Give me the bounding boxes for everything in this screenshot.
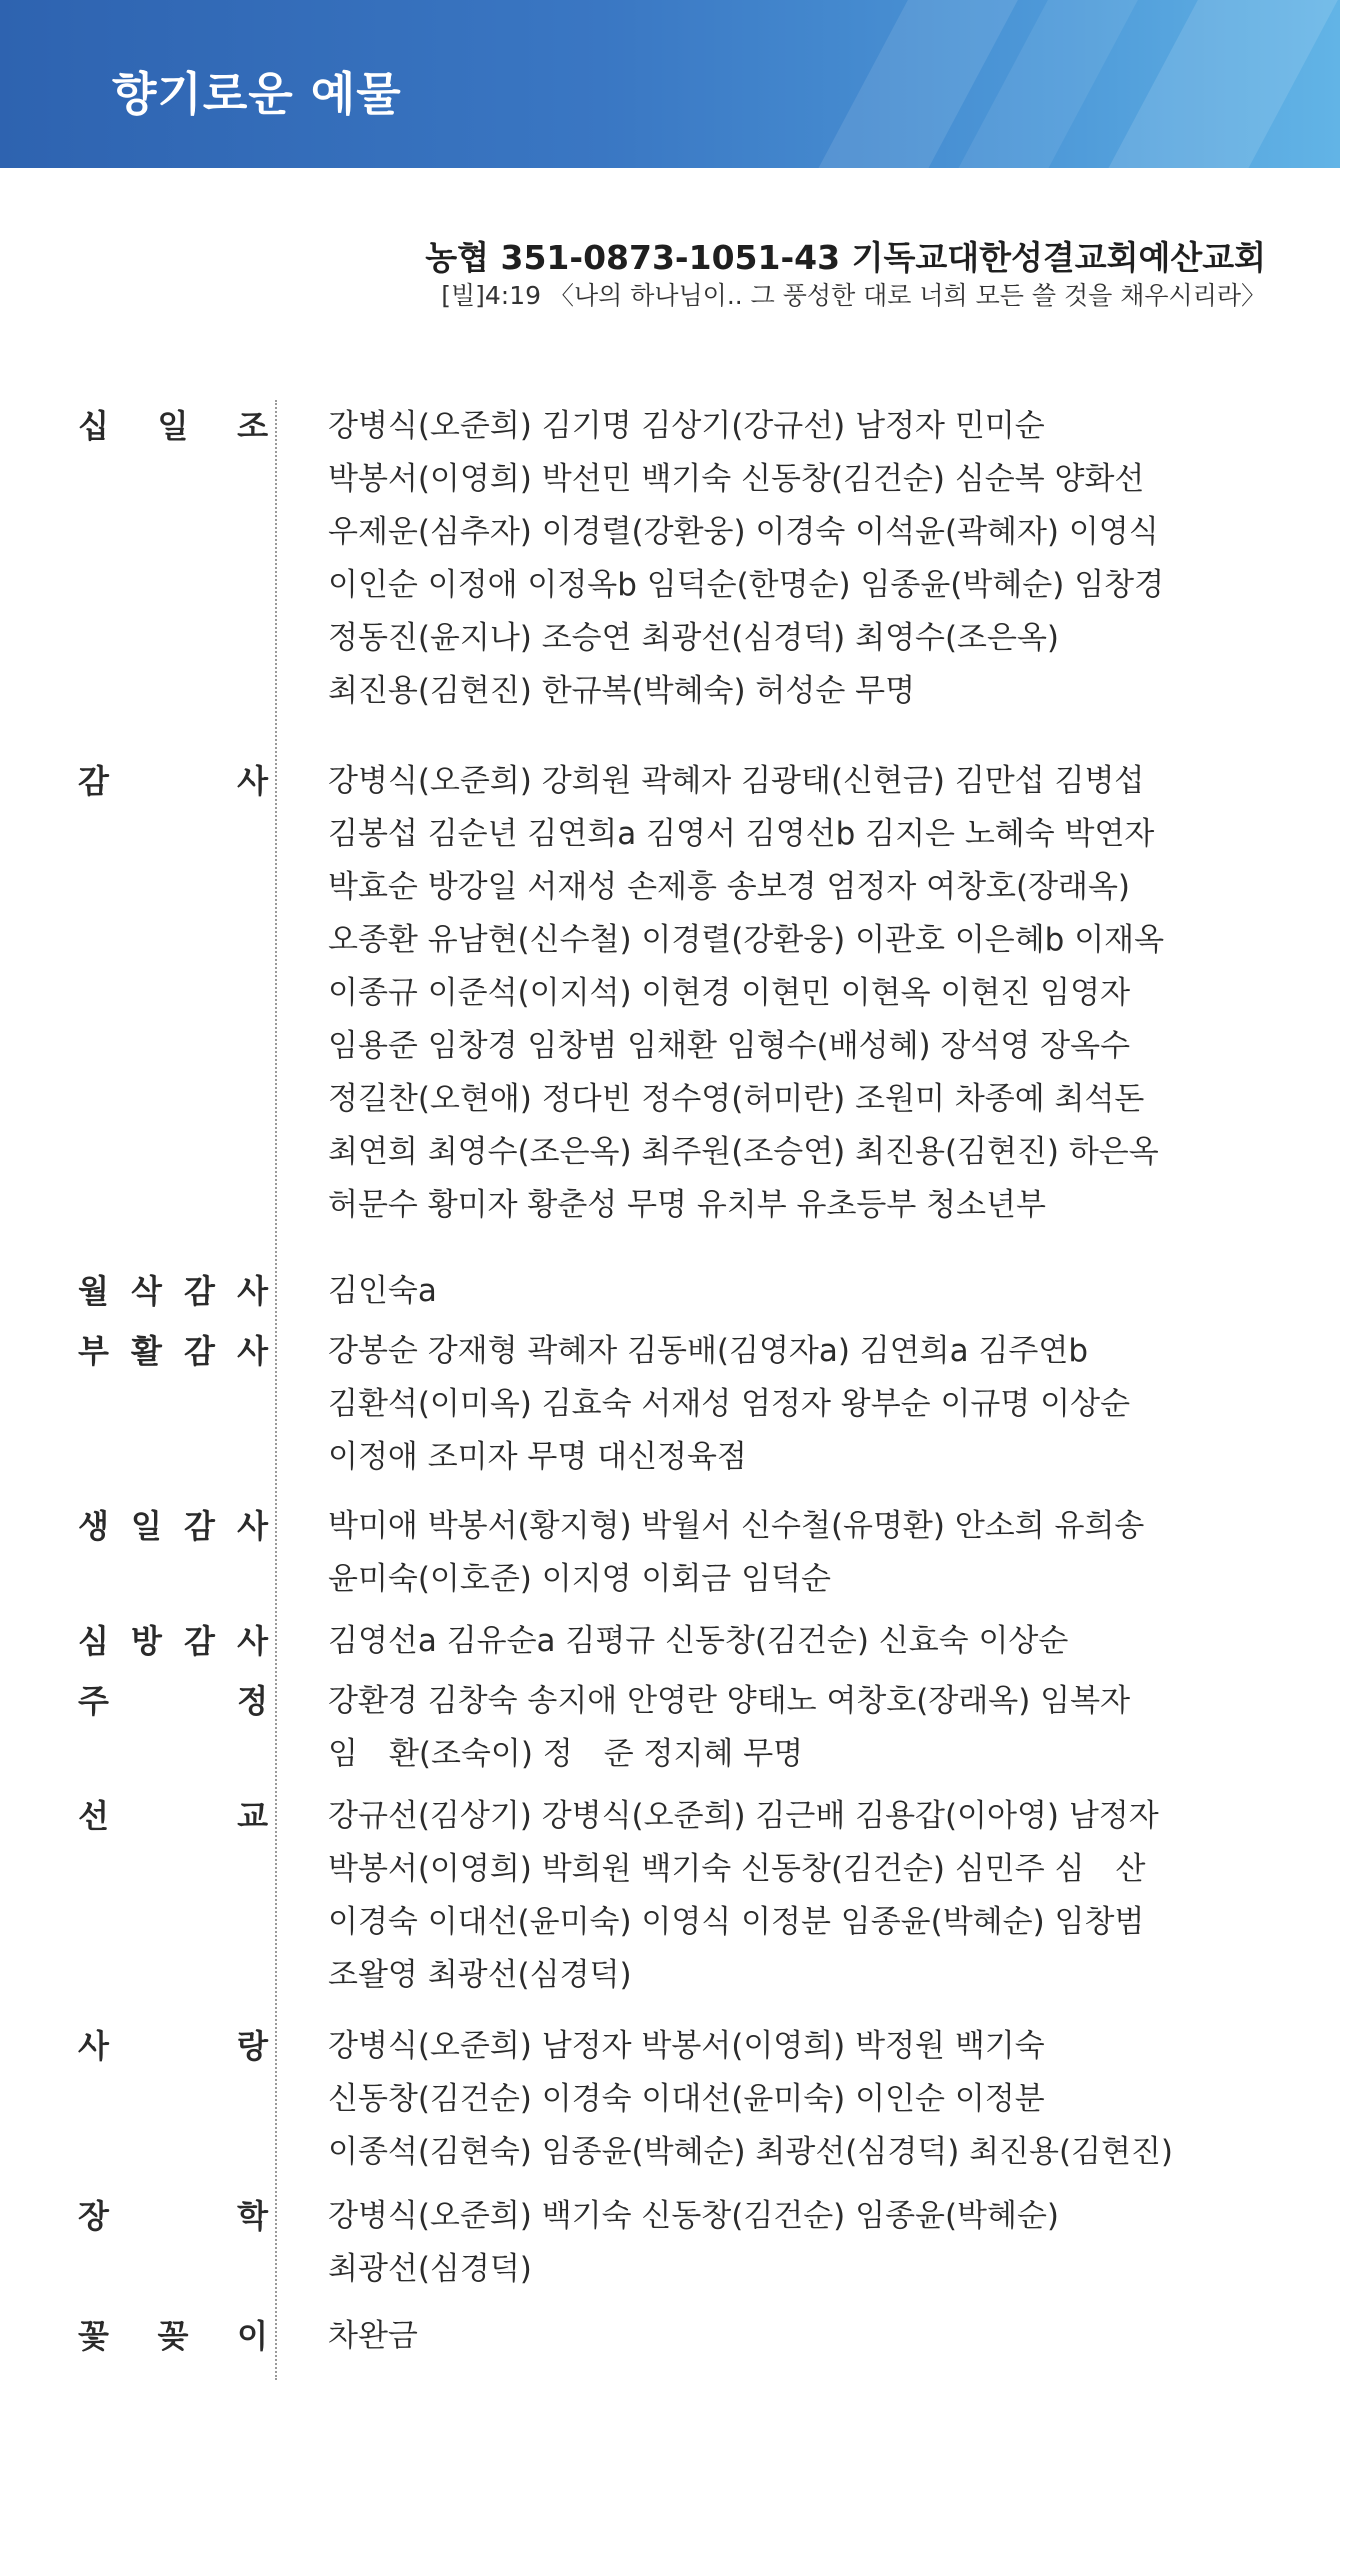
name-line: 임 환(조숙이) 정 준 정지혜 무명 bbox=[328, 1736, 804, 1772]
name-line: 강병식(오준희) 강희원 곽혜자 김광태(신현금) 김만섭 김병섭 bbox=[328, 763, 1145, 799]
name-line: 김봉섭 김순년 김연희a 김영서 김영선b 김지은 노혜숙 박연자 bbox=[328, 816, 1155, 852]
section-label: 감 사 bbox=[78, 762, 268, 800]
section-names bbox=[328, 400, 1248, 718]
name-line: 박미애 박봉서(황지형) 박월서 신수철(유명환) 안소희 유희송 bbox=[328, 1508, 1145, 1544]
section-label: 생 일 감 사 bbox=[78, 1507, 268, 1545]
section-label: 월 삭 감 사 bbox=[78, 1272, 268, 1310]
section-names bbox=[328, 1500, 1248, 1606]
section-names bbox=[328, 2020, 1248, 2179]
column-divider bbox=[275, 400, 277, 2380]
name-line: 신동창(김건순) 이경숙 이대선(윤미숙) 이인순 이정분 bbox=[328, 2081, 1045, 2117]
name-line: 이경숙 이대선(윤미숙) 이영식 이정분 임종윤(박혜순) 임창범 bbox=[328, 1904, 1145, 1940]
name-line: 최연희 최영수(조은옥) 최주원(조승연) 최진용(김현진) 하은옥 bbox=[328, 1134, 1159, 1170]
section-label: 심 방 감 사 bbox=[78, 1622, 268, 1660]
name-line: 오종환 유남현(신수철) 이경렬(강환웅) 이관호 이은혜b 이재옥 bbox=[328, 922, 1165, 958]
name-line: 임용준 임창경 임창범 임채환 임형수(배성혜) 장석영 장옥수 bbox=[328, 1028, 1131, 1064]
page-header bbox=[0, 0, 1340, 168]
section-names bbox=[328, 2310, 1248, 2363]
name-line: 이종석(김현숙) 임종윤(박혜순) 최광선(심경덕) 최진용(김현진) bbox=[328, 2134, 1174, 2170]
section-names bbox=[328, 1325, 1248, 1484]
name-line: 김인숙a bbox=[328, 1273, 437, 1309]
bible-verse: [빌]4:19 〈나의 하나님이.. 그 풍성한 대로 너희 모든 쓸 것을 채우시리라〉 bbox=[441, 281, 1266, 310]
section-names bbox=[328, 1675, 1248, 1781]
name-line: 강병식(오준희) 김기명 김상기(강규선) 남정자 민미순 bbox=[328, 408, 1045, 444]
name-line: 이정애 조미자 무명 대신정육점 bbox=[328, 1439, 747, 1475]
section-label: 사 랑 bbox=[78, 2027, 268, 2065]
section-names bbox=[328, 1265, 1248, 1318]
name-line: 김환석(이미옥) 김효숙 서재성 엄정자 왕부순 이규명 이상순 bbox=[328, 1386, 1131, 1422]
section-label: 부 활 감 사 bbox=[78, 1332, 268, 1370]
name-line: 강환경 김창숙 송지애 안영란 양태노 여창호(장래옥) 임복자 bbox=[328, 1683, 1131, 1719]
section-names bbox=[328, 1790, 1248, 2002]
section-label: 꽃 꽂 이 bbox=[78, 2317, 268, 2355]
name-line: 김영선a 김유순a 김평규 신동창(김건순) 신효숙 이상순 bbox=[328, 1623, 1069, 1659]
section-label: 장 학 bbox=[78, 2197, 268, 2235]
name-line: 정길찬(오현애) 정다빈 정수영(허미란) 조원미 차종예 최석돈 bbox=[328, 1081, 1145, 1117]
page-title: 향기로운 예물 bbox=[112, 67, 402, 121]
section-names bbox=[328, 1615, 1248, 1668]
name-line: 차완금 bbox=[328, 2318, 418, 2354]
name-line: 이종규 이준석(이지석) 이현경 이현민 이현옥 이현진 임영자 bbox=[328, 975, 1131, 1011]
name-line: 박봉서(이영희) 박희원 백기숙 신동창(김건순) 심민주 심 산 bbox=[328, 1851, 1146, 1887]
name-line: 최광선(심경덕) bbox=[328, 2251, 532, 2287]
name-line: 우제운(심추자) 이경렬(강환웅) 이경숙 이석윤(곽혜자) 이영식 bbox=[328, 514, 1159, 550]
section-names bbox=[328, 2190, 1248, 2296]
name-line: 정동진(윤지나) 조승연 최광선(심경덕) 최영수(조은옥) bbox=[328, 620, 1059, 656]
section-names bbox=[328, 755, 1248, 1232]
name-line: 윤미숙(이호준) 이지영 이회금 임덕순 bbox=[328, 1561, 831, 1597]
section-label: 십 일 조 bbox=[78, 407, 268, 445]
name-line: 조왈영 최광선(심경덕) bbox=[328, 1957, 632, 1993]
name-line: 강병식(오준희) 백기숙 신동창(김건순) 임종윤(박혜순) bbox=[328, 2198, 1059, 2234]
name-line: 최진용(김현진) 한규복(박혜숙) 허성순 무명 bbox=[328, 673, 916, 709]
name-line: 박효순 방강일 서재성 손제흥 송보경 엄정자 여창호(장래옥) bbox=[328, 869, 1131, 905]
name-line: 강봉순 강재형 곽혜자 김동배(김영자a) 김연희a 김주연b bbox=[328, 1333, 1088, 1369]
bank-account-info: 농협 351-0873-1051-43 기독교대한성결교회예산교회 bbox=[425, 238, 1266, 277]
name-line: 강규선(김상기) 강병식(오준희) 김근배 김용갑(이아영) 남정자 bbox=[328, 1798, 1159, 1834]
name-line: 허문수 황미자 황춘성 무명 유치부 유초등부 청소년부 bbox=[328, 1187, 1046, 1223]
section-label: 선 교 bbox=[78, 1797, 268, 1835]
name-line: 강병식(오준희) 남정자 박봉서(이영희) 박정원 백기숙 bbox=[328, 2028, 1045, 2064]
name-line: 박봉서(이영희) 박선민 백기숙 신동창(김건순) 심순복 양화선 bbox=[328, 461, 1145, 497]
section-label: 주 정 bbox=[78, 1682, 268, 1720]
name-line: 이인순 이정애 이정옥b 임덕순(한명순) 임종윤(박혜순) 임창경 bbox=[328, 567, 1165, 603]
